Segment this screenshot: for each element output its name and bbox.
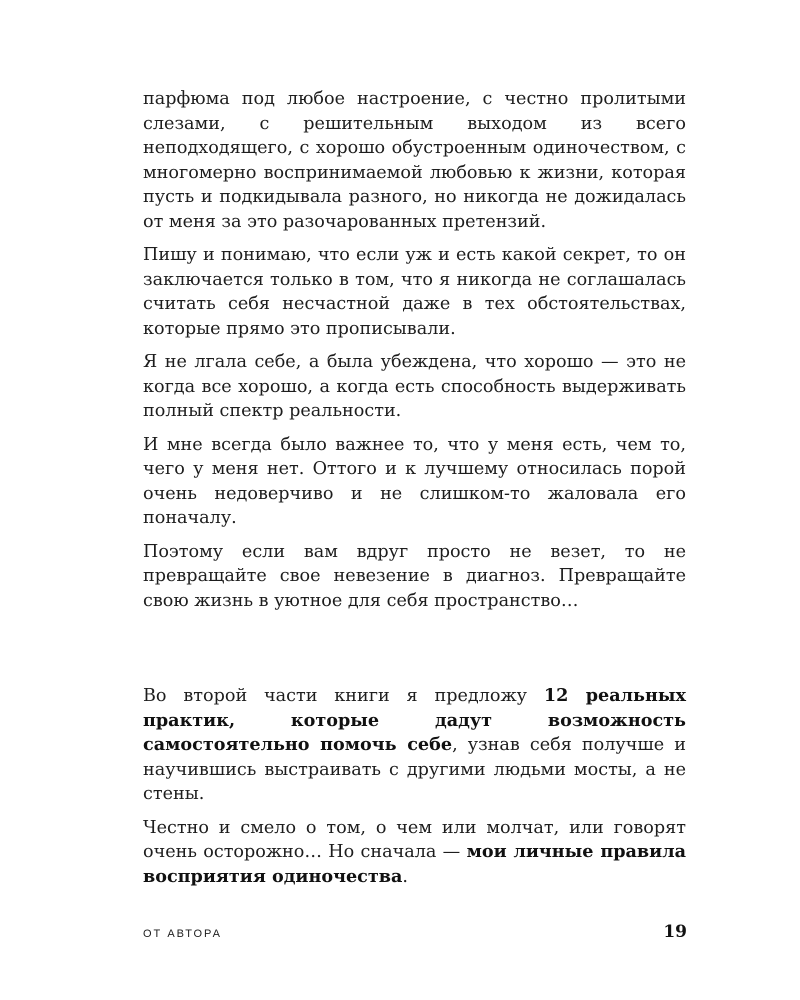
paragraph-1: парфюма под любое настроение, с честно пролитыми слезами, с решительным выходом из всего неподходящего, с хорошо обустроенным одиночеством, с многомерно воспринимаемой любовью к жизни, которая пусть и подкидывала разного, но никогда не дожидалась от меня за это разочарованных претензий.	[143, 89, 686, 232]
paragraph-4: И мне всегда было важнее то, что у меня есть, чем то, чего у меня нет. Оттого и к лучшему относилась порой очень недоверчиво и не слишком-то жаловала его поначалу.	[143, 434, 686, 528]
paragraph-6	[143, 684, 686, 807]
paragraph-3: Я не лгала себе, а была убеждена, что хорошо — это не когда все хорошо, а когда есть способность выдерживать полный спектр реальности.	[143, 352, 686, 421]
paragraph-6-emphasis: 12 реальных практик, которые дадут возможность самостоятельно помочь себе	[143, 685, 686, 755]
page-number: 19	[663, 922, 687, 942]
paragraph-7-intro: Честно и смело о том, о чем или молчат, или говорят очень осторожно… Но сначала —	[143, 817, 686, 862]
paragraph-7	[143, 816, 686, 890]
main-text-bottom	[143, 684, 686, 898]
paragraph-7-rest: .	[402, 866, 408, 887]
running-footer-section: ОТ АВТОРА	[143, 928, 222, 940]
main-text-top	[143, 87, 686, 622]
paragraph-7-emphasis: мои личные правила восприятия одиночества	[143, 841, 686, 887]
paragraph-6-intro: Во второй части книги я предложу	[143, 686, 544, 706]
paragraph-5: Поэтому если вам вдруг просто не везет, то не превращайте свое невезение в диагноз. Превращайте свою жизнь в уютное для себя пространство…	[143, 541, 686, 611]
paragraph-6-rest: , узнав себя получше и научившись выстраивать с другими людьми мосты, а не стены.	[143, 735, 686, 804]
paragraph-2: Пишу и понимаю, что если уж и есть какой секрет, то он заключается только в том, что я никогда не соглашалась считать себя несчастной даже в тех обстоятельствах, которые прямо это прописывали.	[143, 245, 686, 339]
